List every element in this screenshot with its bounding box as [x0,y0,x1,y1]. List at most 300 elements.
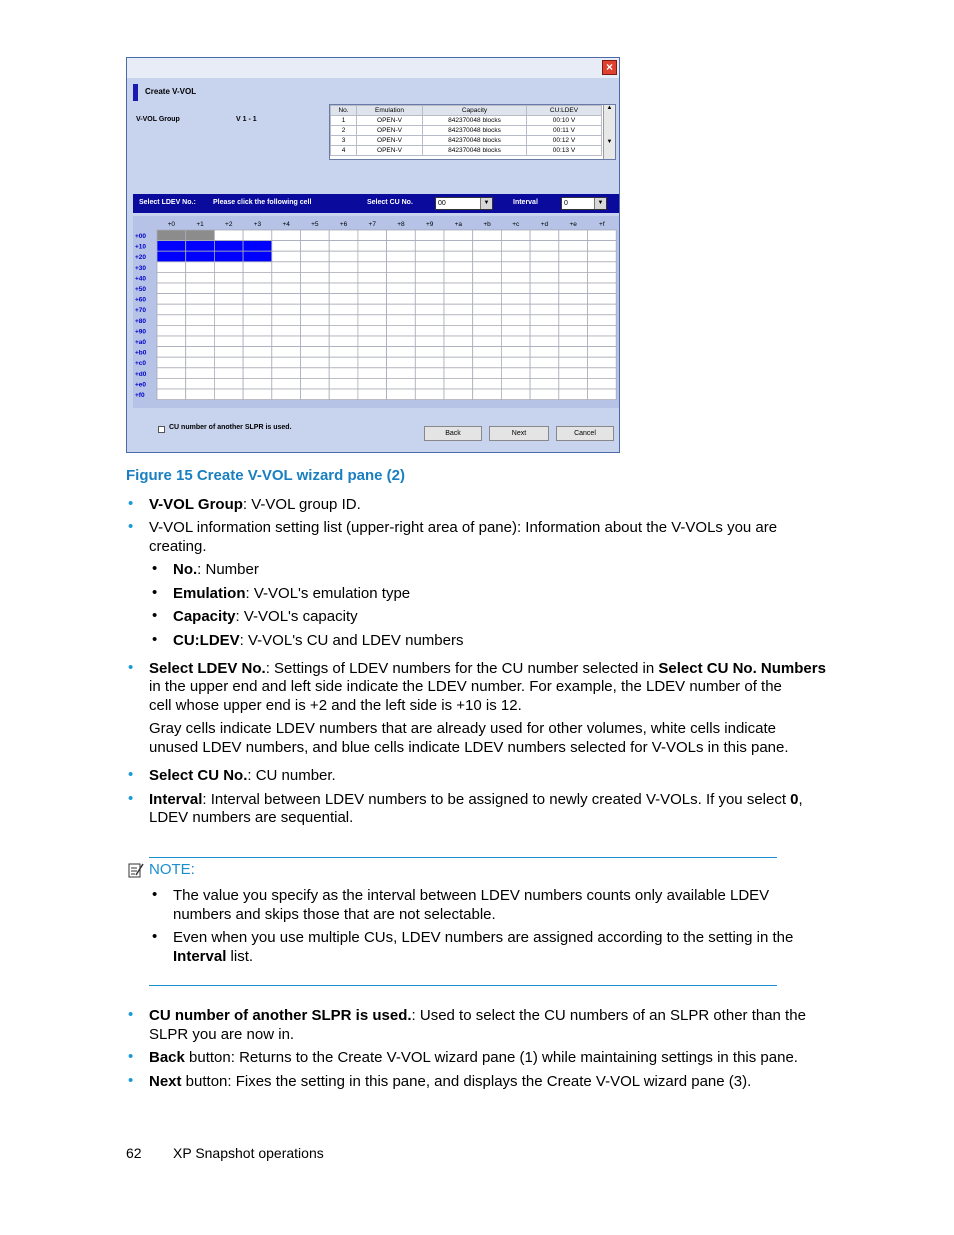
grid-cell[interactable] [186,389,215,400]
grid-cell[interactable] [444,272,473,283]
grid-cell[interactable] [157,347,186,358]
grid-cell[interactable] [214,272,243,283]
grid-cell[interactable] [214,347,243,358]
grid-cell[interactable] [415,241,444,252]
list-row[interactable] [331,116,602,126]
grid-cell[interactable] [473,315,502,326]
back-button[interactable]: Back [424,426,482,441]
grid-cell[interactable] [387,283,416,294]
grid-cell[interactable] [243,357,272,368]
scroll-down-icon[interactable]: ▼ [606,139,613,145]
grid-cell[interactable] [501,272,530,283]
grid-cell[interactable] [387,357,416,368]
bullet-next [149,1072,751,1091]
grid-cell[interactable] [387,389,416,400]
list-cell: 842370048 blocks [423,146,527,156]
grid-cell[interactable] [501,294,530,305]
grid-cell[interactable] [243,378,272,389]
list-row[interactable] [331,126,602,136]
grid-cell[interactable] [473,241,502,252]
grid-cell[interactable] [272,357,301,368]
grid-cell[interactable] [358,294,387,305]
grid-cell[interactable] [272,262,301,273]
grid-row-label: +40 [135,275,147,283]
grid-cell[interactable] [444,336,473,347]
grid-cell[interactable] [387,315,416,326]
grid-cell[interactable] [157,251,186,262]
list-column-header[interactable]: Capacity [423,106,527,116]
grid-cell[interactable] [444,251,473,262]
grid-cell[interactable] [530,368,559,379]
grid-cell[interactable] [214,315,243,326]
grid-cell[interactable] [243,294,272,305]
bullet-icon: • [128,790,134,807]
grid-cell[interactable] [444,294,473,305]
grid-cell[interactable] [501,251,530,262]
grid-cell[interactable] [415,230,444,241]
grid-cell[interactable] [559,368,588,379]
grid-cell[interactable] [186,315,215,326]
grid-cell[interactable] [444,325,473,336]
grid-cell[interactable] [186,378,215,389]
grid-cell[interactable] [358,368,387,379]
grid-cell[interactable] [358,304,387,315]
grid-cell[interactable] [387,336,416,347]
scroll-up-icon[interactable]: ▲ [606,105,613,111]
grid-cell[interactable] [157,389,186,400]
grid-cell[interactable] [415,315,444,326]
grid-cell[interactable] [186,357,215,368]
grid-cell[interactable] [329,347,358,358]
grid-cell[interactable] [415,251,444,262]
grid-cell[interactable] [301,315,330,326]
grid-cell[interactable] [501,304,530,315]
grid-cell[interactable] [243,304,272,315]
grid-cell[interactable] [501,262,530,273]
grid-cell[interactable] [559,378,588,389]
list-row[interactable] [331,146,602,156]
ldev-grid[interactable] [133,216,619,408]
grid-cell[interactable] [444,347,473,358]
grid-cell[interactable] [559,230,588,241]
interval-dropdown[interactable] [561,197,607,210]
grid-cell[interactable] [387,368,416,379]
slpr-checkbox[interactable] [158,426,165,433]
grid-cell[interactable] [588,272,617,283]
grid-cell[interactable] [358,357,387,368]
grid-cell[interactable] [186,272,215,283]
grid-cell[interactable] [444,368,473,379]
selection-bar [133,194,619,213]
grid-cell[interactable] [559,251,588,262]
grid-cell[interactable] [559,389,588,400]
grid-cell[interactable] [243,241,272,252]
grid-cell[interactable] [157,336,186,347]
note-label: NOTE: [149,861,195,878]
grid-cell[interactable] [358,389,387,400]
grid-cell[interactable] [243,325,272,336]
grid-cell[interactable] [415,283,444,294]
list-row[interactable] [331,136,602,146]
grid-cell[interactable] [301,368,330,379]
grid-cell[interactable] [588,336,617,347]
grid-cell[interactable] [157,262,186,273]
grid-cell[interactable] [501,389,530,400]
grid-cell[interactable] [444,357,473,368]
grid-cell[interactable] [473,294,502,305]
vvol-group-value: V 1 - 1 [236,116,257,123]
grid-cell[interactable] [588,368,617,379]
grid-cell[interactable] [243,251,272,262]
bullet-icon: • [128,1048,134,1065]
grid-cell[interactable] [501,283,530,294]
grid-cell[interactable] [272,272,301,283]
grid-cell[interactable] [559,241,588,252]
grid-cell[interactable] [214,325,243,336]
grid-cell[interactable] [387,378,416,389]
grid-cell[interactable] [444,241,473,252]
grid-cell[interactable] [214,336,243,347]
grid-cell[interactable] [243,262,272,273]
bullet-cu-slpr-line1 [149,1006,806,1025]
grid-cell[interactable] [530,304,559,315]
grid-cell[interactable] [559,336,588,347]
list-cell: 842370048 blocks [423,136,527,146]
grid-cell[interactable] [157,241,186,252]
grid-cell[interactable] [473,325,502,336]
grid-cell[interactable] [157,325,186,336]
grid-cell[interactable] [186,262,215,273]
grid-cell[interactable] [415,378,444,389]
grid-cell[interactable] [214,251,243,262]
list-column-header[interactable]: Emulation [357,106,423,116]
grid-cell[interactable] [501,368,530,379]
grid-cell[interactable] [329,294,358,305]
grid-cell[interactable] [329,241,358,252]
grid-cell[interactable] [444,304,473,315]
grid-cell[interactable] [358,251,387,262]
grid-cell[interactable] [329,336,358,347]
grid-cell[interactable] [243,336,272,347]
grid-cell[interactable] [214,241,243,252]
grid-cell[interactable] [186,304,215,315]
grid-cell[interactable] [301,283,330,294]
grid-cell[interactable] [272,294,301,305]
grid-cell[interactable] [387,262,416,273]
grid-cell[interactable] [358,347,387,358]
grid-cell[interactable] [473,347,502,358]
grid-cell[interactable] [214,294,243,305]
grid-cell[interactable] [301,272,330,283]
grid-cell[interactable] [243,368,272,379]
grid-cell[interactable] [186,283,215,294]
grid-cell[interactable] [473,368,502,379]
grid-cell[interactable] [444,389,473,400]
grid-row-label: +b0 [135,349,147,357]
grid-cell[interactable] [301,347,330,358]
grid-cell[interactable] [272,241,301,252]
grid-cell[interactable] [530,378,559,389]
grid-cell[interactable] [214,230,243,241]
grid-cell[interactable] [301,241,330,252]
grid-cell[interactable] [530,230,559,241]
grid-cell[interactable] [473,378,502,389]
chevron-down-icon[interactable]: ▼ [480,198,492,209]
grid-cell[interactable] [243,272,272,283]
grid-cell[interactable] [272,304,301,315]
chevron-down-icon[interactable]: ▼ [594,198,606,209]
grid-cell[interactable] [272,368,301,379]
grid-cell[interactable] [157,294,186,305]
select-cu-dropdown[interactable] [435,197,493,210]
grid-cell[interactable] [530,294,559,305]
grid-cell[interactable] [186,347,215,358]
grid-cell[interactable] [530,347,559,358]
list-column-header[interactable]: No. [331,106,357,116]
grid-cell[interactable] [415,262,444,273]
grid-cell[interactable] [387,347,416,358]
grid-cell[interactable] [530,325,559,336]
grid-cell[interactable] [157,368,186,379]
grid-cell[interactable] [588,378,617,389]
grid-cell[interactable] [272,378,301,389]
grid-cell[interactable] [444,283,473,294]
grid-cell[interactable] [243,283,272,294]
grid-cell[interactable] [559,272,588,283]
grid-cell[interactable] [588,230,617,241]
grid-cell[interactable] [588,283,617,294]
grid-cell[interactable] [559,283,588,294]
grid-cell[interactable] [415,389,444,400]
grid-cell[interactable] [329,251,358,262]
grid-cell[interactable] [243,230,272,241]
grid-cell[interactable] [214,262,243,273]
grid-cell[interactable] [387,251,416,262]
list-cell: 2 [331,126,357,136]
grid-cell[interactable] [559,304,588,315]
grid-cell[interactable] [358,283,387,294]
grid-cell[interactable] [530,241,559,252]
bullet-icon: • [152,607,158,624]
grid-column-label: +a [454,221,463,228]
grid-cell[interactable] [444,378,473,389]
list-cell: 842370048 blocks [423,126,527,136]
grid-cell[interactable] [473,389,502,400]
grid-cell[interactable] [415,272,444,283]
close-icon[interactable]: × [602,60,617,75]
term: CU:LDEV [173,632,240,649]
grid-cell[interactable] [214,389,243,400]
grid-cell[interactable] [301,294,330,305]
grid-cell[interactable] [530,251,559,262]
grid-cell[interactable] [588,347,617,358]
list-column-header[interactable]: CU:LDEV [527,106,602,116]
grid-cell[interactable] [588,294,617,305]
grid-cell[interactable] [186,241,215,252]
grid-cell[interactable] [272,325,301,336]
grid-cell[interactable] [329,262,358,273]
grid-cell[interactable] [415,357,444,368]
grid-cell[interactable] [301,357,330,368]
grid-cell[interactable] [329,283,358,294]
grid-cell[interactable] [272,336,301,347]
grid-cell[interactable] [530,389,559,400]
select-cu-label: Select CU No. [367,199,413,206]
grid-cell[interactable] [157,357,186,368]
grid-cell[interactable] [501,315,530,326]
grid-cell[interactable] [157,304,186,315]
vvol-info-list[interactable] [329,104,616,160]
grid-cell[interactable] [301,262,330,273]
grid-cell[interactable] [329,357,358,368]
grid-cell[interactable] [301,325,330,336]
grid-cell[interactable] [588,315,617,326]
grid-cell[interactable] [588,241,617,252]
grid-cell[interactable] [186,251,215,262]
grid-cell[interactable] [501,378,530,389]
grid-cell[interactable] [387,272,416,283]
grid-cell[interactable] [214,378,243,389]
grid-cell[interactable] [530,283,559,294]
grid-cell[interactable] [272,283,301,294]
grid-cell[interactable] [301,378,330,389]
grid-cell[interactable] [243,315,272,326]
grid-cell[interactable] [415,336,444,347]
grid-cell[interactable] [358,315,387,326]
grid-cell[interactable] [473,336,502,347]
grid-cell[interactable] [473,357,502,368]
grid-cell[interactable] [559,325,588,336]
grid-cell[interactable] [387,241,416,252]
grid-cell[interactable] [329,325,358,336]
grid-cell[interactable] [329,272,358,283]
grid-cell[interactable] [387,304,416,315]
grid-cell[interactable] [588,325,617,336]
grid-cell[interactable] [588,304,617,315]
grid-cell[interactable] [415,325,444,336]
list-scrollbar[interactable] [603,105,615,159]
grid-cell[interactable] [501,357,530,368]
grid-cell[interactable] [415,294,444,305]
grid-cell[interactable] [329,389,358,400]
grid-cell[interactable] [358,241,387,252]
grid-cell[interactable] [559,357,588,368]
grid-cell[interactable] [301,389,330,400]
grid-cell[interactable] [329,304,358,315]
next-button[interactable]: Next [489,426,549,441]
grid-cell[interactable] [301,304,330,315]
grid-cell[interactable] [301,251,330,262]
grid-cell[interactable] [530,272,559,283]
grid-cell[interactable] [301,336,330,347]
grid-cell[interactable] [588,357,617,368]
grid-cell[interactable] [415,347,444,358]
grid-cell[interactable] [329,315,358,326]
grid-cell[interactable] [214,357,243,368]
grid-cell[interactable] [501,347,530,358]
grid-cell[interactable] [358,230,387,241]
bullet-icon: • [128,766,134,783]
grid-cell[interactable] [157,378,186,389]
grid-cell[interactable] [530,315,559,326]
grid-cell[interactable] [473,251,502,262]
grid-cell[interactable] [157,315,186,326]
grid-cell[interactable] [272,251,301,262]
grid-cell[interactable] [559,315,588,326]
grid-row-label: +70 [135,307,147,315]
grid-column-label: +2 [225,221,233,228]
grid-cell[interactable] [358,262,387,273]
grid-cell[interactable] [588,389,617,400]
grid-cell[interactable] [501,325,530,336]
bullet-icon: • [152,631,158,648]
grid-cell[interactable] [588,262,617,273]
grid-cell[interactable] [301,230,330,241]
grid-cell[interactable] [272,230,301,241]
grid-cell[interactable] [157,272,186,283]
grid-cell[interactable] [243,389,272,400]
grid-cell[interactable] [415,304,444,315]
grid-cell[interactable] [530,357,559,368]
grid-cell[interactable] [329,230,358,241]
grid-cell[interactable] [473,262,502,273]
grid-cell[interactable] [501,241,530,252]
grid-cell[interactable] [444,315,473,326]
grid-cell[interactable] [559,347,588,358]
grid-cell[interactable] [186,325,215,336]
grid-cell[interactable] [387,325,416,336]
grid-cell[interactable] [358,336,387,347]
grid-cell[interactable] [530,336,559,347]
grid-cell[interactable] [186,294,215,305]
grid-cell[interactable] [530,262,559,273]
grid-cell[interactable] [272,389,301,400]
grid-cell[interactable] [444,230,473,241]
grid-cell[interactable] [358,378,387,389]
grid-cell[interactable] [387,230,416,241]
grid-cell[interactable] [501,230,530,241]
grid-cell[interactable] [387,294,416,305]
grid-cell[interactable] [272,315,301,326]
grid-cell[interactable] [473,304,502,315]
bullet-select-ldev-line3: cell whose upper end is +2 and the left side is +10 is 12. [149,697,522,714]
grid-cell[interactable] [243,347,272,358]
grid-cell[interactable] [588,251,617,262]
desc: : Settings of LDEV numbers for the CU number selected in [265,660,659,677]
grid-cell[interactable] [358,272,387,283]
grid-row-label: +20 [135,254,147,262]
grid-cell[interactable] [186,336,215,347]
grid-cell[interactable] [559,262,588,273]
grid-cell[interactable] [501,336,530,347]
grid-cell[interactable] [214,304,243,315]
grid-cell[interactable] [214,368,243,379]
grid-cell[interactable] [444,262,473,273]
grid-cell[interactable] [473,272,502,283]
grid-cell[interactable] [358,325,387,336]
grid-cell[interactable] [272,347,301,358]
grid-cell[interactable] [186,368,215,379]
grid-cell[interactable] [329,368,358,379]
grid-cell[interactable] [214,283,243,294]
cancel-button[interactable]: Cancel [556,426,614,441]
grid-cell[interactable] [559,294,588,305]
grid-cell[interactable] [473,230,502,241]
grid-cell[interactable] [415,368,444,379]
grid-cell[interactable] [157,283,186,294]
grid-cell[interactable] [329,378,358,389]
grid-cell[interactable] [473,283,502,294]
